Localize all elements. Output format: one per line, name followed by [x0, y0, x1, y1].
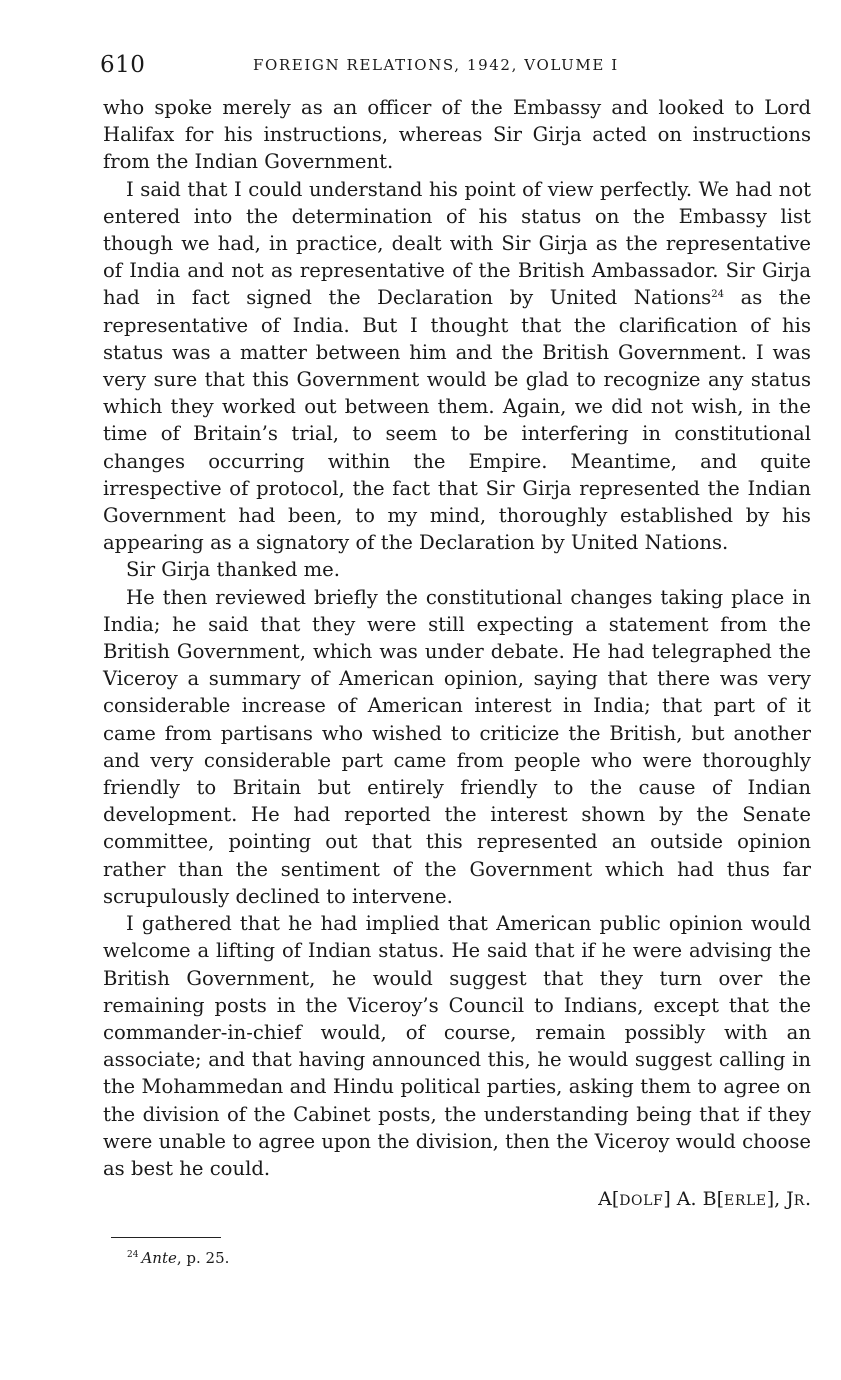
body-text [103, 94, 811, 1182]
signature-text: ], J [766, 1188, 794, 1211]
signature-text: . [804, 1188, 811, 1211]
footnote-reference: 24 [711, 289, 724, 301]
signature-text: ERLE [724, 1193, 767, 1210]
signature [103, 1186, 811, 1215]
footnote [127, 1248, 811, 1268]
paragraph-continuation: who spoke merely as an officer of the Embassy and looked to Lord Halifax for his instructions, whereas Sir Girja acted on instructions from the Indian Government. [103, 96, 811, 174]
paragraph-thanks: Sir Girja thanked me. [126, 558, 340, 582]
paragraph-text: I said that I could understand his point of view perfectly. We had not entered into the determination of his status on the Embassy list though we had, in practice, dealt with Sir Girja as the representative of India and not as representative of the British Ambassador. Sir Girja had in fact signed the Declaration by United Nations [103, 177, 811, 310]
page-header [100, 48, 811, 88]
signature-text: ] A. B[ [663, 1188, 724, 1211]
footnote-divider [111, 1237, 221, 1238]
paragraph-text: as the representative of India. But I thought that the clarification of his status was a matter between him and the British Government. I was very sure that this Government would be glad to recognize any status which they worked out between them. Again, we did not wish, in the time of Britain’s trial, to seem to be interfering in constitutional changes occurring within the Empire. Meantime, and quite irrespective of protocol, the fact that Sir Girja represented the Indian Government had been, to my mind, thoroughly established by his appearing as a signatory of the Declaration by United Nations. [103, 286, 811, 555]
signature-text: R [793, 1193, 805, 1210]
signature-text: DOLF [619, 1193, 664, 1210]
paragraph-public-opinion: I gathered that he had implied that American public opinion would welcome a lifting of Indian status. He said that if he were advising the British Government, he would suggest that they turn over the remaining posts in the Viceroy’s Council to Indians, except that the commander-in-chief would, of course, remain possibly with an associate; and that having announced this, he would suggest calling in the Mohammedan and Hindu political parties, asking them to agree on the division of the Cabinet posts, the understanding being that if they were unable to agree upon the division, then the Viceroy would choose as best he could. [103, 912, 811, 1180]
signature-text: A[ [598, 1188, 620, 1211]
footnote-number: 24 [127, 1250, 139, 1261]
footnote-ante: Ante [141, 1249, 177, 1268]
document-page [100, 48, 811, 1268]
page-number: 610 [100, 52, 146, 78]
paragraph-status-discussion [103, 176, 811, 557]
footnote-text: , p. 25. [176, 1249, 230, 1268]
paragraph-constitutional-changes: He then reviewed briefly the constitutional changes taking place in India; he said that they were still expecting a statement from the British Government, which was under debate. He had telegraphed the Viceroy a summary of American opinion, saying that there was very considerable increase of American interest in India; that part of it came from partisans who wished to criticize the British, but another and very considerable part came from people who were thoroughly friendly to Britain but entirely friendly to the cause of Indian development. He had reported the interest shown by the Senate committee, pointing out that this represented an outside opinion rather than the sentiment of the Government which had thus far scrupulously declined to intervene. [103, 585, 811, 908]
running-head: FOREIGN RELATIONS, 1942, VOLUME I [253, 56, 619, 74]
